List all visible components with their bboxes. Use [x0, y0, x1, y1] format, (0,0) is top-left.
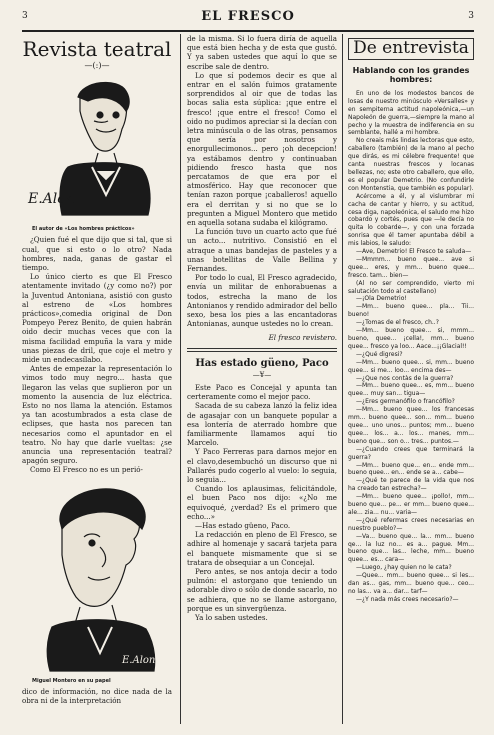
interview-paragraph: (Al no ser comprendido, vierto mi salutación todo al castellano)	[348, 279, 474, 295]
author-caricature-illustration	[22, 75, 172, 221]
section-divider	[187, 348, 337, 352]
article-heading-paco: Has estado güeno, Paco	[195, 357, 329, 369]
column-rule-1	[180, 34, 181, 724]
masthead	[22, 8, 474, 32]
paragraph: Por todo lo cual, El Fresco agradecido, envía un militar de enhorabuenas a todos, estrecha la mano de los Antonianos y rendido admirador del bello sexo, besa los pies a las encantadoras Antonianas, aunque ustedes no lo crean.	[187, 273, 337, 329]
interview-paragraph: Acércome a él, y al vislumbrar mi cacha de cantar y hierro, y su actitud, cesa diga, napoleónica, el saludo me hizo cobardo y cortés, pues que —le decía no quita lo cobarde—, y con una forzada sonrisa que él tamer apuntaba débil a mis labios, le saludo:	[348, 192, 474, 248]
interview-paragraph: No creais más lindas lectoras que esto, caballero (también) de la mano al pecho que dirás, es mi célebre frequente! que canta nuestras frescos y locanas bellezas, no; este otro caballero, que ello, es el popular Demetrio. (No confundirle con Montenstia, que también es popular).	[348, 137, 474, 192]
interview-paragraph: —Mm... bueno quee... ¡pollo!, mm... bueno que... pe... er mm... bueno quee... ale... zia... nu... varia—	[348, 493, 474, 516]
paragraph: Ya lo saben ustedes.	[195, 612, 268, 622]
paragraph: Sacada de su cabeza lanzó la feliz idea de agasajar con un banquete popular a esa lontería de aterrado hombre que familiarmente llamamos aquí tio Marcelo.	[187, 401, 337, 448]
illustration-caption-1: El autor de «Los hombres prácticos»	[32, 226, 135, 233]
paragraph: Lo que sí podemos decir es que al entrar en el salón fuimos gratamente sorprendidos al oir que de todas las bocas salia esta súplica: ¡que entre el fresco! ¡que entre el fresco! Como el oido no pudimos apreciar si la decían con letra minúscula o de las otras, pensamos que sería por nosotros y enorgullecimonos... pero ¡oh decepcion! ya estábamos dentro y continuaban pidiendo fresco hasta que nos percatamos de que era por el atmosférico. Hay que reconocer que tenían razon porque ¡caballeros! aquello era el derritan y si no que se lo pregunten a Miguel Montero que metido en aquella sotana sudaba el kilógramo.	[187, 70, 337, 228]
interview-paragraph: —¿Y nada más crees necesario?—	[356, 595, 459, 603]
page-number-right: 3	[468, 11, 474, 21]
interview-paragraph: —Mm... bueno quee... los francesas mm... bueno quee... son... mm... bueno quee... uno unos... puntos; mm... bueno quee... los... a... los... manes, mm... bueno que... son o... tres... puntos.—	[348, 406, 474, 445]
interview-paragraph: —¿Que nos contàs de la guerra?	[356, 374, 454, 382]
section-heading-box	[348, 38, 474, 60]
interview-paragraph: —Mm... bueno que... en... ende mm... bueno quee... en... ende se a... cabe—	[348, 461, 474, 477]
paragraph: Y Paco Ferreras para darnos mejor en el clavo,desembuchó un discurso que ni Pallarés pudo cogerlo al vuelo: lo seguia, lo seguia...	[187, 447, 337, 484]
interview-paragraph: —¿Eres germanófilo o francófilo?	[356, 398, 455, 406]
interview-paragraph: —Mm... bueno quee... pla... Tii... bueno!	[348, 303, 474, 319]
paragraph: Antes de empezar la representación lo vimos todo muy negro... hasta que llegaron las velas que suplieron por un momento la ausencia de luz eléctrica. Esto no nos llama la atención. Estamos ya tan acostumbrados a esta clase de eclipses, que hasta nos parecen tan necesarios como el apuntador en el teatro. No hay que darle vueltas: ¿se anuncia una representación teatral? apagón seguro.	[22, 364, 172, 466]
artist-signature-2: E.Alon	[122, 654, 156, 666]
paragraph: ¿Quien fué el que dijo que si tal, que si cual, que si esto o lo otro? Nada hombres, nada, ganas de gastar el tiempo.	[22, 235, 172, 273]
paragraph: La función tuvo un cuarto acto que fué un acto... nutritivo. Consistió en el atraque a unas bandejas de pasteles y a unas botellitas de Valle Bellina y Fernandes.	[187, 227, 337, 274]
interview-paragraph: —¡Ola Demetrio!	[356, 295, 407, 303]
paragraph: Este Paco es Concejal y apunta tan certeramente como el mejor paco.	[187, 382, 337, 402]
interview-paragraph: —¿Qué digresi?	[356, 350, 403, 358]
interview-paragraph: —Luego, ¿hay quien no le cata?	[356, 564, 452, 572]
paragraph: Lo único cierto es que El Fresco atentamente invitado (¿y como no?) por la Juventud Antoniana, asistió con gusto al estreno de «Los hombres prácticos»,comedia original de Don Pompeyo Perez Benito, de quien habrán oido decir muchas veces que con la misma facilidad empuña la vara y mide unas piezas de dril, que coje el metro y mide un endecasílabo.	[22, 272, 172, 365]
paragraph: Pero antes, se nos antoja decir a todo pulmón: el astorgano que teniendo un adorable divo o sólo de donde sacarlo, no se adhiera, que no se llame astorgano, porque es un sinvergüenza.	[187, 566, 337, 613]
paragraph: Cuando los aplausimas, felicitándole, el buen Paco nos dijo: «¿No me equivoqué, ¿verdad? Es el primero que echo...»	[187, 484, 337, 521]
illustration-caption-2: Miguel Montero en su papel	[32, 677, 111, 684]
section-heading: De entrevista	[353, 38, 469, 58]
page-number-left: 3	[22, 11, 28, 21]
paragraph: dico de información, no dice nada de la obra ni de la interpretación	[22, 686, 172, 706]
masthead-title: EL FRESCO	[201, 9, 295, 24]
paragraph: Como El Fresco no es un perió-	[30, 465, 143, 475]
paragraph: de la misma. Si lo fuera diría de aquella que está bien hecha y de esta que gustó. Y ya saben ustedes que aquí lo que se escribe sale de dentro.	[187, 34, 337, 71]
column-revista-teatral	[22, 34, 172, 705]
interview-paragraph: —Quee... mm... bueno quee... si les... dan as... gas, mm... bueno que... ceo... no las... va a... dar... tarf—	[348, 572, 474, 595]
interview-paragraph: —¿Tomas de el fresco, ch..?	[356, 319, 439, 327]
interview-paragraph: —Mm... bueno quee... si, mmm... bueno, quee... ¡cella!, mm... bueno quee... fresco ya loo... Aace...¡¡Glacial!!	[348, 327, 474, 350]
interview-paragraph: —¿Qué refermas crees necesarias en nuestro pueblo?—	[348, 516, 474, 532]
paragraph: —Has estado güeno, Paco.	[195, 520, 291, 530]
interview-paragraph: —Ave, Demetrio! El Fresco te saluda—	[356, 248, 472, 256]
article-signature: El fresco revistero.	[268, 332, 337, 342]
interview-paragraph: —Mmmm... bueno quee... ave si quee... eres, y mm... bueno quee... fresco. tam... bien—	[348, 255, 474, 279]
interview-paragraph: —Mm... bueno quee... si, mm... bueno quee... si me... loo... encima des—	[348, 358, 474, 374]
column-middle	[187, 34, 337, 622]
montero-caricature-illustration	[22, 477, 172, 673]
interview-paragraph: En uno de los modestos bancos de losas de nuestro minúsculo «Versalles» y en sempiterna actitud napoleónica,—un Napoleón de guerra,—siempre la mano al pecho y la muestra de indiferencia en su semblante, hallé a mi hombre.	[348, 89, 474, 137]
paragraph: La redacción en pleno de El Fresco, se adhire al homenaje y sacará tarjeta para el banquete mismamente que si se tratara de obsequiar a un Concejal.	[187, 530, 337, 567]
heading-ornament: —(:)—	[84, 61, 110, 70]
heading-ornament-2: —¥—	[252, 370, 272, 379]
column-rule-2	[342, 34, 343, 724]
column-de-entrevista	[348, 34, 474, 604]
interview-paragraph: —Va... bueno que... la... mm... bueno qe... la luz no... es a... pague. Mm... bueno que... las... leche, mm... bueno quee... es... cara—	[348, 532, 474, 564]
interview-body	[348, 90, 474, 604]
interview-paragraph: —¿Qué te parece de la vida que nos ha creado tan estrecha?—	[348, 477, 474, 493]
interview-paragraph: —¿Cuando crees que terminará la guerra?	[348, 445, 474, 461]
interview-subheading: Hablando con los grandes hombres:	[352, 65, 470, 84]
section-heading: Revista teatral	[22, 37, 172, 61]
interview-paragraph: —Mm... bueno quee... es, mm... bueno quee... muy san... tigua—	[348, 382, 474, 398]
artist-signature-1: E.Alon	[28, 191, 75, 208]
